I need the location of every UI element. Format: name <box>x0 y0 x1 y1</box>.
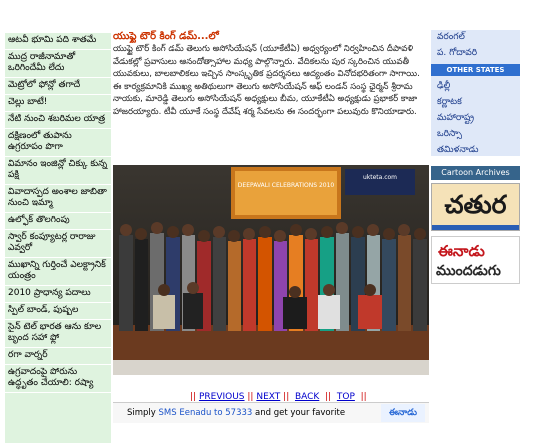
ad-text <box>127 408 345 418</box>
news-link[interactable]: ఉల్ఫోక్ తొలగింపు <box>5 213 111 230</box>
sms-ad-banner[interactable] <box>113 402 429 423</box>
news-link[interactable]: స్వార్ కంప్యూటర్ల రారాజు ఎవ్వరో <box>5 230 111 258</box>
nav-separator: || <box>360 392 367 402</box>
article-body: యుఫ్టై టౌర్ కింగ్ డమ్ తెలుగు అసోసియేషన్ (యూకేటీఏ) అధ్వర్యంలో నిర్వహించిన దీపావళి వేడుకల్లో ప్రవాసులు ఆనందోత్సాహాల మధ్య పాల్గొన్నారు. వేదికలను పుర స్కరించిన యువతీ యువకులు, బాలబాలికలు ఇచ్చిన సాంస్కృతిక ప్రదర్శనలు ఆద్యంతం వినోదభరితంగా సాగాయి. ఈ కార్యక్రమానికి ముఖ్య అతిథులుగా తెలుగు అసోసియేషన్ ఆఫ్ లండన్ సంస్థ ఛైర్మన్ శ్రీరామ నాయకు, మారెడ్డి తెలుగు అసోసియేషన్ అధ్యక్షులు బీమ, యూకేటీఏ అధ్యక్షుడు ప్రభాకర్ కాజా హాజరయ్యారు. టీవీ యూకే సంస్థ దేవేష్ శర్మ సేవలను ఈ సందర్భంగా పలువురు కొనియాడారు. <box>113 44 420 117</box>
chatura-banner[interactable] <box>431 183 520 231</box>
top-link[interactable]: TOP <box>336 392 355 402</box>
news-link[interactable]: మెట్రోలో ఫోన్లో తగాదే <box>5 78 111 95</box>
news-link[interactable]: 2010 ప్రాధాన్య పదాలు <box>5 286 111 303</box>
ad-suffix: and get your favorite <box>255 408 346 418</box>
state-link[interactable]: కర్ణాటక <box>437 97 462 107</box>
left-news-list <box>5 33 111 443</box>
mundadugu-logo-line1: ఈనాడు <box>438 242 485 260</box>
mundadugu-banner[interactable] <box>431 236 520 284</box>
article-photo <box>113 165 429 375</box>
page-nav <box>190 392 367 402</box>
news-link[interactable]: స్పిల్ బాండ్, పుష్పల <box>5 303 111 320</box>
eenadu-logo: ఈనాడు <box>381 404 425 422</box>
news-link[interactable]: చెల్లు బాటే! <box>5 95 111 112</box>
state-link[interactable]: తమిళనాడు <box>437 145 479 155</box>
news-link[interactable]: ముఖాన్ని గుర్తించే ఎలక్ట్రానిక్ యంత్రం <box>5 258 111 286</box>
cartoon-archives-link[interactable]: Cartoon Archives <box>431 166 520 180</box>
nav-separator: || <box>325 392 332 402</box>
logo-banner <box>345 169 415 195</box>
nav-separator: || <box>283 392 290 402</box>
article-section <box>113 30 429 171</box>
ad-prefix: Simply <box>127 408 156 418</box>
nav-separator: || <box>247 392 254 402</box>
back-link[interactable]: BACK <box>294 392 320 402</box>
news-link[interactable]: ఉగ్రవాదంపై పోరును ఉద్ధృతం చేయాలి: రష్యా <box>5 365 111 393</box>
district-link[interactable]: ప. గోదావరి <box>437 48 478 58</box>
district-link[interactable]: వరంగల్ <box>437 32 465 42</box>
news-link[interactable]: దక్షిణంలో తుపాను ఉగ్రరూపం పొగా <box>5 129 111 157</box>
right-nav <box>431 30 520 156</box>
state-link[interactable]: ఢిల్లీ <box>437 81 451 91</box>
logo-banner-text: ukteta.com <box>362 174 398 181</box>
news-link[interactable]: వివాదాస్పద అంశాల జాబితా నుంచి ఇమ్మా <box>5 185 111 213</box>
news-link[interactable]: రగా వార్నర్ <box>5 348 111 365</box>
news-link[interactable]: ఆటవీ భూమి పది శాతమే <box>5 33 111 50</box>
news-link[interactable]: సైన్ టెల్ భారత ఆను కూల బృంద సహా ఫ్లో <box>5 320 111 348</box>
state-link[interactable]: ఒరిస్సా <box>437 129 463 139</box>
chatura-bar <box>432 225 519 230</box>
news-link[interactable]: ముద్ర రాజీనామాతో ఒరిగిందేమీ లేదు <box>5 50 111 78</box>
nav-separator: || <box>190 392 197 402</box>
previous-link[interactable]: PREVIOUS <box>198 392 245 402</box>
chatura-logo: చతుర <box>444 190 507 219</box>
other-states-header: OTHER STATES <box>431 64 520 76</box>
group-photo <box>113 165 429 375</box>
ad-sms: SMS Eenadu to 57333 <box>158 408 253 418</box>
mundadugu-logo-line2: ముందడుగు <box>436 263 501 279</box>
state-link[interactable]: మహారాష్ట్ర <box>437 113 475 123</box>
news-link[interactable]: విమానం ఇంజిన్లో చిక్కు కున్న పక్షి <box>5 157 111 185</box>
news-link[interactable]: నేటి నుంచి శబరిమల యాత్ర <box>5 112 111 129</box>
banner-text: DEEPAVALI CELEBRATIONS 2010 <box>237 182 335 189</box>
article-headline: యుఫ్టై టౌర్ కింగ్ డమ్...లో <box>113 31 219 42</box>
next-link[interactable]: NEXT <box>256 392 281 402</box>
